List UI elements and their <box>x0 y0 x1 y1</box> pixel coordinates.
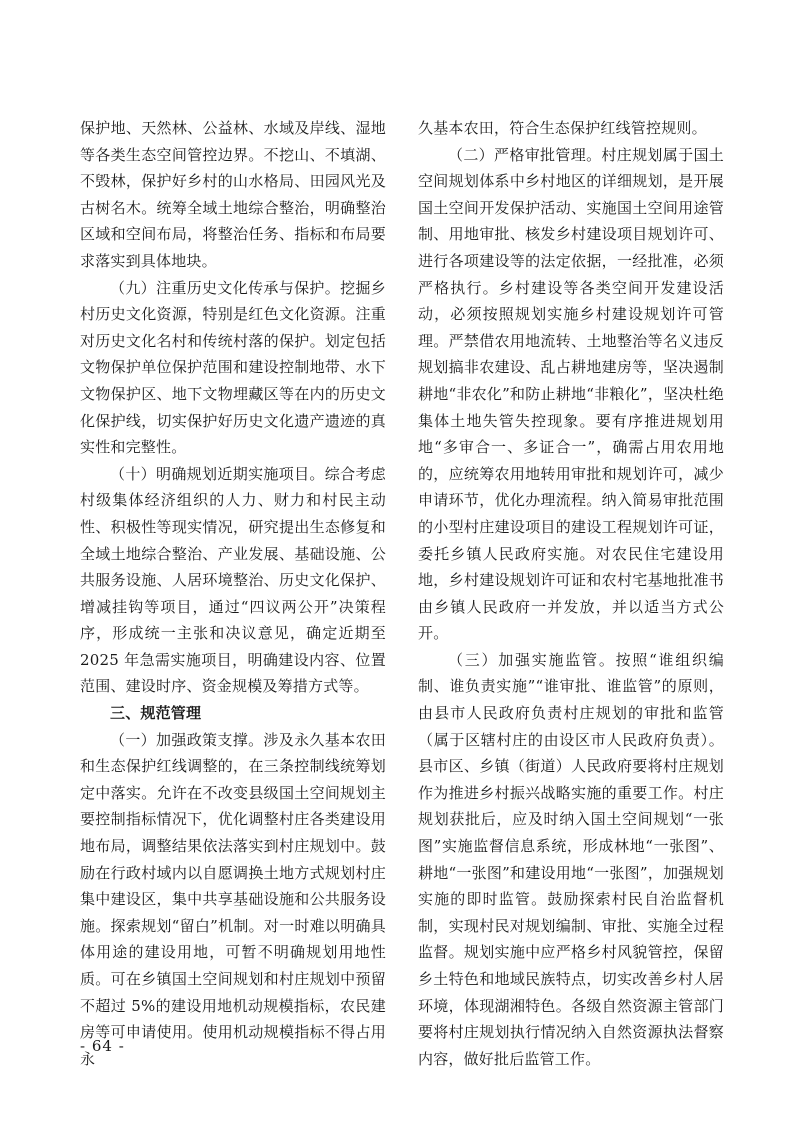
paragraph-section-9: （九）注重历史文化传承与保护。挖掘乡村历史文化资源，特别是红色文化资源。注重对历史文化名村和传统村落的保护。划定包括文物保护单位保护范围和建设控制地带、水下文物保护区、地下文物埋藏区等在内的历史文化保护线，切实保护好历史文化遗产遗迹的真实性和完整性。 <box>80 278 386 457</box>
section-heading-3: 三、规范管理 <box>110 704 202 723</box>
paragraph-continuation: 久基本农田，符合生态保护红线管控规则。 <box>418 119 707 137</box>
left-column <box>80 115 386 1072</box>
paragraph-implementation-supervision: （三）加强实施监管。按照“谁组织编制、谁负责实施”“谁审批、谁监管”的原则，由县市人民政府负责村庄规划的审批和监管（属于区辖村庄的由设区市人民政府负责）。县市区、乡镇（街道）人民政府要将村庄规划作为推进乡村振兴战略实施的重要工作。村庄规划获批后，应及时纳入国土空间规划“一张图”实施监督信息系统，形成林地“一张图”、耕地“一张图”和建设用地“一张图”，加强规划实施的即时监管。鼓励探索村民自治监督机制，实现村民对规划编制、审批、实施全过程监督。规划实施中应严格乡村风貌管控，保留乡土特色和地域民族特点，切实改善乡村人居环境，体现湖湘特色。各级自然资源主管部门要将村庄规划执行情况纳入自然资源执法督察内容，做好批后监管工作。 <box>418 650 724 1068</box>
paragraph-policy-support: （一）加强政策支撑。涉及永久基本农田和生态保护红线调整的，在三条控制线统筹划定中落实。允许在不改变县级国土空间规划主要控制指标情况下，优化调整村庄各类建设用地布局，调整结果依法落实到村庄规划中。鼓励在行政村域内以自愿调换土地方式规划村庄集中建设区，集中共享基础设施和公共服务设施。探索规划“留白”机制。对一时难以明确具体用途的建设用地，可暂不明确规划用地性质。可在乡镇国土空间规划和村庄规划中预留不超过 5%的建设用地机动规模指标，农民建房等可申请使用。使用机动规模指标不得占用永 <box>80 730 386 1068</box>
paragraph-section-10: （十）明确规划近期实施项目。综合考虑村级集体经济组织的人力、财力和村民主动性、积极性等现实情况，研究提出生态修复和全域土地综合整治、产业发展、基础设施、公共服务设施、人居环境整治、历史文化保护、增减挂钩等项目，通过“四议两公开”决策程序，形成统一主张和决议意见，确定近期至 2025 年急需实施项目，明确建设内容、位置范围、建设时序、资金规模及筹措方式等。 <box>80 464 386 696</box>
right-column <box>418 115 724 1072</box>
paragraph-ecological-control: 保护地、天然林、公益林、水域及岸线、湿地等各类生态空间管控边界。不挖山、不填湖、不毁林，保护好乡村的山水格局、田园风光及古树名木。统筹全域土地综合整治，明确整治区域和空间布局，将整治任务、指标和布局要求落实到具体地块。 <box>80 119 386 270</box>
paragraph-approval-management: （二）严格审批管理。村庄规划属于国土空间规划体系中乡村地区的详细规划，是开展国土空间开发保护活动、实施国土空间用途管制、用地审批、核发乡村建设项目规划许可、进行各项建设等的法定依据，一经批准，必须严格执行。乡村建设等各类空间开发建设活动，必须按照规划实施乡村建设规划许可管理。严禁借农用地流转、土地整治等名义违反规划搞非农建设、乱占耕地建房等，坚决遏制耕地“非农化”和防止耕地“非粮化”，坚决杜绝集体土地失管失控现象。要有序推进规划用地“多审合一、多证合一”，确需占用农用地的，应统筹农用地转用审批和规划许可，减少申请环节，优化办理流程。纳入简易审批范围的小型村庄建设项目的建设工程规划许可证，委托乡镇人民政府实施。对农民住宅建设用地，乡村建设规划许可证和农村宅基地批准书由乡镇人民政府一并发放，并以适当方式公开。 <box>418 145 724 643</box>
page-number: - 64 - <box>80 1037 125 1055</box>
